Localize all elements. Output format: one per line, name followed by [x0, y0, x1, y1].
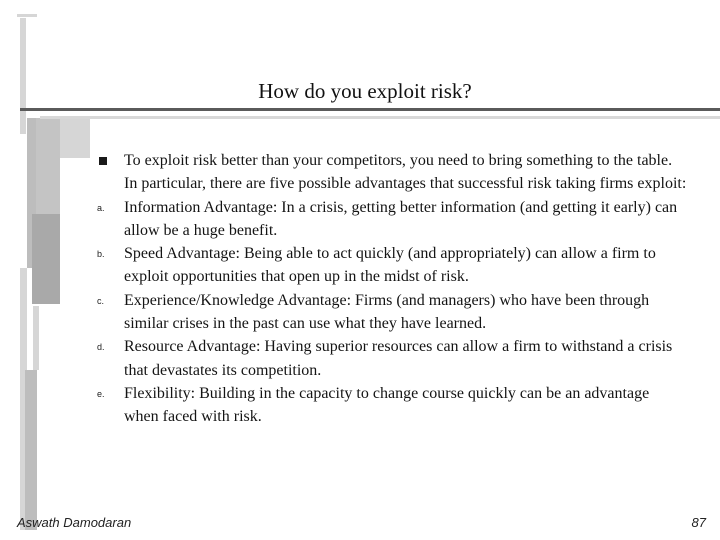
- title-rule: [20, 108, 720, 111]
- list-item: [97, 242, 687, 289]
- item-marker: b.: [97, 249, 105, 260]
- decorative-bar-9: [25, 370, 37, 530]
- decorative-bar-7: [33, 306, 39, 370]
- decorative-bar-4: [36, 118, 60, 214]
- list-item: [97, 289, 687, 336]
- list-item: [97, 335, 687, 382]
- list-item: [97, 196, 687, 243]
- item-text: Information Advantage: In a crisis, getting better information (and getting it early) can allow be a huge benefit.: [124, 198, 678, 239]
- bullet-list: [97, 149, 687, 429]
- decorative-bar-2: [20, 18, 26, 134]
- item-text: Speed Advantage: Being able to act quickly (and appropriately) can allow a firm to exploit opportunities that open up in the midst of risk.: [124, 245, 656, 286]
- item-marker: e.: [97, 388, 105, 399]
- page-number: 87: [691, 515, 706, 530]
- item-text: To exploit risk better than your competitors, you need to bring something to the table. In particular, there are five possible advantages that successful risk taking firms exploit:: [124, 152, 687, 193]
- decorative-bar-5: [60, 118, 90, 158]
- list-item: [97, 149, 687, 196]
- item-marker: c.: [97, 295, 105, 306]
- decorative-bar-1: [17, 14, 37, 17]
- item-text: Flexibility: Building in the capacity to change course quickly can be an advantage when faced with risk.: [124, 384, 650, 426]
- item-marker: a.: [97, 202, 105, 213]
- decorative-bar-6: [32, 214, 60, 304]
- footer-author: Aswath Damodaran: [17, 515, 132, 530]
- title-rule-shadow: [40, 116, 720, 119]
- item-marker: d.: [97, 342, 105, 353]
- square-bullet-icon: [99, 157, 107, 165]
- item-text: Resource Advantage: Having superior resources can allow a firm to withstand a crisis that devastates its competition.: [124, 338, 673, 379]
- item-text: Experience/Knowledge Advantage: Firms (and managers) who have been through similar crises in the past can use what they have learned.: [124, 291, 650, 333]
- slide-title: How do you exploit risk?: [258, 79, 472, 103]
- list-item: [97, 382, 687, 429]
